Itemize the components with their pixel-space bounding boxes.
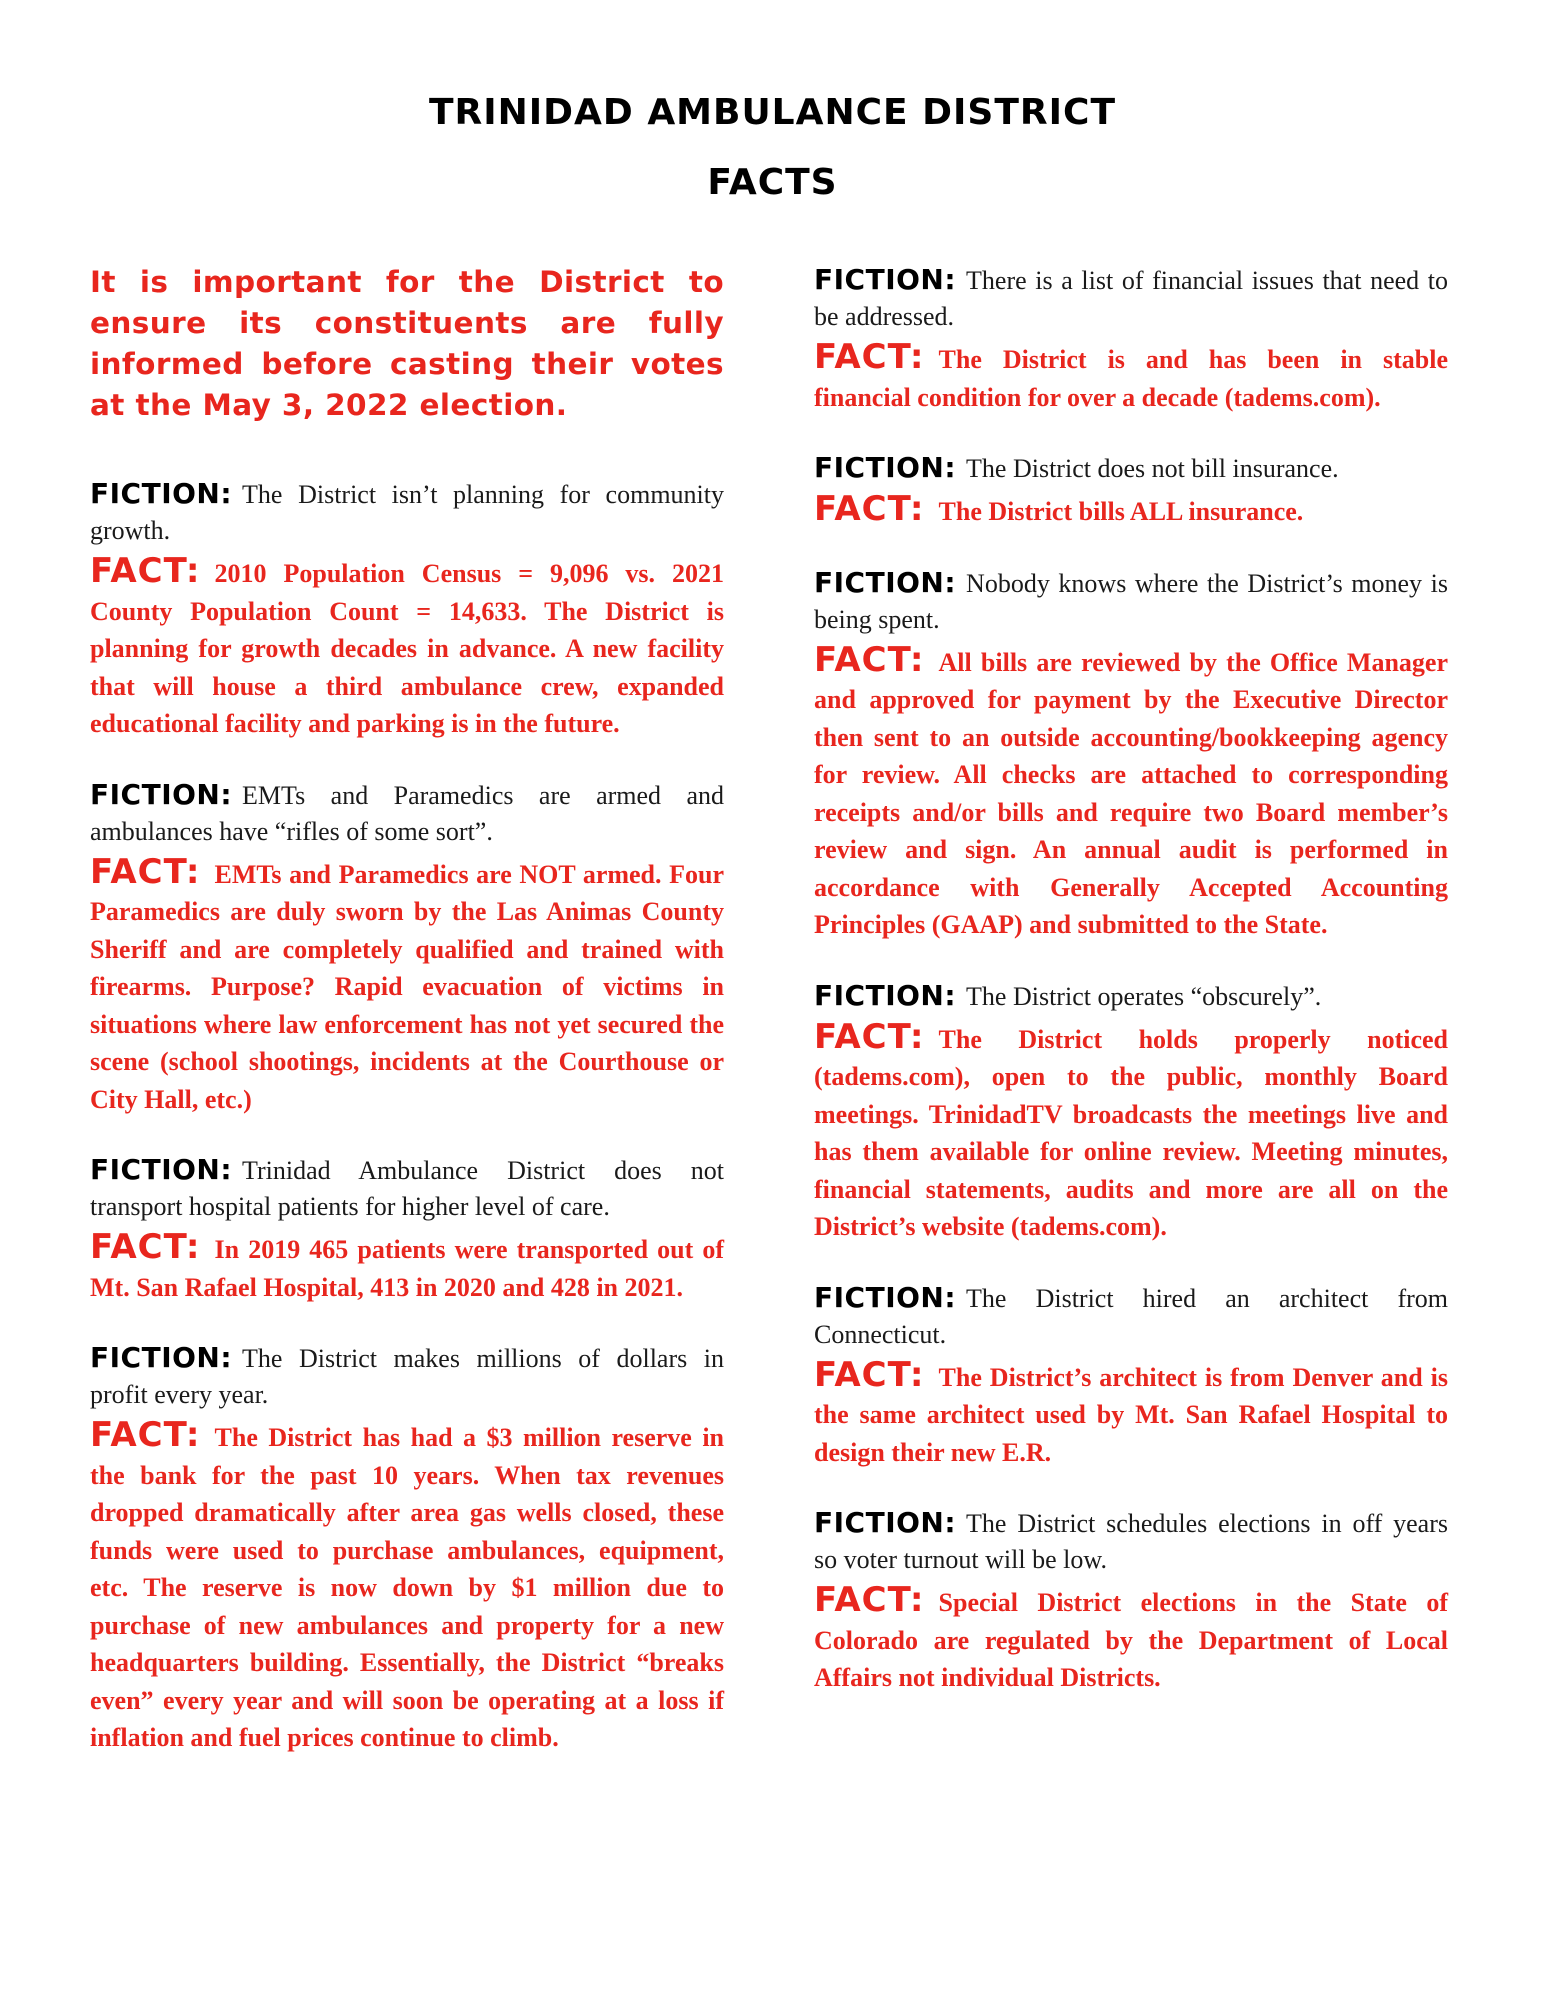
fact-text: The District is and has been in stable financial condition for over a decade (tadems.com). — [814, 345, 1448, 412]
fiction-label: FICTION: — [814, 263, 957, 296]
fact-statement — [814, 491, 1448, 531]
fact-text: Special District elections in the State of Colorado are regulated by the Department of Local Affairs not individual Districts. — [814, 1588, 1448, 1692]
left-column — [90, 262, 724, 1791]
fact-statement — [90, 851, 724, 1119]
fact-label: FACT: — [90, 551, 201, 591]
fact-pair — [814, 565, 1448, 944]
fact-pair — [90, 777, 724, 1119]
fiction-label: FICTION: — [814, 451, 957, 484]
fiction-text: The District isn’t planning for community growth. — [90, 480, 724, 545]
fiction-text: The District schedules elections in off years so voter turnout will be low. — [814, 1509, 1448, 1574]
fact-statement — [814, 1582, 1448, 1697]
fiction-statement — [814, 565, 1448, 638]
fiction-text: The District operates “obscurely”. — [966, 981, 1322, 1011]
fact-pair — [814, 450, 1448, 531]
fiction-text: Nobody knows where the District’s money is being spent. — [814, 568, 1448, 634]
fact-statement — [90, 1417, 724, 1757]
fact-pair — [814, 978, 1448, 1246]
fact-pair — [814, 1280, 1448, 1472]
fact-text: The District’s architect is from Denver and is the same architect used by Mt. San Rafael Hospital to design their new E.R. — [814, 1362, 1448, 1467]
fact-label: FACT: — [814, 639, 925, 680]
fact-label: FACT: — [814, 337, 925, 377]
fiction-text: The District does not bill insurance. — [966, 454, 1339, 483]
fact-label: FACT: — [814, 1580, 925, 1620]
fact-statement — [814, 1354, 1448, 1472]
fact-text: All bills are reviewed by the Office Manager and approved for payment by the Executive Director then sent to an outside accounting/bookkeeping agency for review. All checks are attached to corresponding receipts and/or bills and require two Board member’s review and sign. An annual audit is performed in accordance with Generally Accepted Accounting Principles (GAAP) and submitted to the State. — [814, 647, 1448, 939]
fiction-statement — [90, 1340, 724, 1413]
fiction-text: EMTs and Paramedics are armed and ambulances have “rifles of some sort”. — [90, 780, 724, 846]
fact-text: EMTs and Paramedics are NOT armed. Four Paramedics are duly sworn by the Las Animas County Sheriff and are completely qualified and trained with firearms. Purpose? Rapid evacuation of victims in situations where law enforcement has not yet secured the scene (school shootings, incidents at the Courthouse or City Hall, etc.) — [90, 859, 724, 1114]
intro-statement: It is important for the District to ensure its constituents are fully informed before casting their votes at the May 3, 2022 election. — [90, 265, 724, 422]
fiction-label: FICTION: — [814, 978, 957, 1012]
fiction-statement — [90, 1152, 724, 1225]
fiction-label: FICTION: — [814, 565, 957, 599]
fiction-statement — [814, 262, 1448, 335]
fiction-label: FICTION: — [90, 777, 233, 811]
fact-label: FACT: — [90, 1227, 201, 1267]
fiction-label: FICTION: — [90, 477, 233, 510]
fact-text: In 2019 465 patients were transported out of Mt. San Rafael Hospital, 413 in 2020 and 428 in 2021. — [90, 1235, 724, 1302]
fact-statement — [814, 639, 1448, 944]
fact-text: The District holds properly noticed (tadems.com), open to the public, monthly Board meetings. TrinidadTV broadcasts the meetings live and has them available for online review. Meeting minutes, financial statements, audits and more are all on the District’s website (tadems.com). — [814, 1024, 1448, 1241]
fact-pair — [814, 262, 1448, 416]
fact-statement — [814, 339, 1448, 416]
fact-statement — [814, 1016, 1448, 1246]
fact-label: FACT: — [814, 1354, 925, 1395]
fact-text: The District has had a $3 million reserve in the bank for the past 10 years. When tax revenues dropped dramatically after area gas wells closed, these funds were used to purchase ambulances, equipment, etc. The reserve is now down by $1 million due to purchase of new ambulances and property for a new headquarters building. Essentially, the District “breaks even” every year and will soon be operating at a loss if inflation and fuel prices continue to climb. — [90, 1423, 724, 1752]
fact-statement — [90, 1229, 724, 1306]
fiction-text: The District hired an architect from Connecticut. — [814, 1283, 1448, 1349]
fact-pair — [90, 476, 724, 743]
fact-pair — [90, 1340, 724, 1757]
fiction-label: FICTION: — [814, 1506, 957, 1539]
fiction-label: FICTION: — [814, 1280, 957, 1314]
fact-statement — [90, 553, 724, 743]
right-column — [814, 262, 1448, 1731]
fact-pair — [814, 1505, 1448, 1697]
fiction-statement — [814, 1505, 1448, 1578]
fact-label: FACT: — [90, 1415, 201, 1455]
page-subtitle: FACTS — [707, 162, 838, 203]
fiction-statement — [814, 1280, 1448, 1353]
fiction-text: There is a list of financial issues that need to be addressed. — [814, 266, 1448, 331]
fact-text: The District bills ALL insurance. — [938, 497, 1304, 526]
fiction-text: Trinidad Ambulance District does not transport hospital patients for higher level of care. — [90, 1156, 724, 1221]
fact-text: 2010 Population Census = 9,096 vs. 2021 County Population Count = 14,633. The District is planning for growth decades in advance. A new facility that will house a third ambulance crew, expanded educational facility and parking is in the future. — [90, 559, 724, 738]
page-title: TRINIDAD AMBULANCE DISTRICT — [428, 92, 1117, 133]
fiction-label: FICTION: — [90, 1341, 233, 1374]
fiction-statement — [90, 476, 724, 549]
fiction-text: The District makes millions of dollars in profit every year. — [90, 1344, 724, 1409]
fiction-label: FICTION: — [90, 1153, 233, 1186]
fact-label: FACT: — [90, 851, 201, 892]
fiction-statement — [90, 777, 724, 850]
fact-label: FACT: — [814, 1016, 925, 1057]
fiction-statement — [814, 978, 1448, 1015]
fiction-statement — [814, 450, 1448, 487]
fact-pair — [90, 1152, 724, 1306]
fact-label: FACT: — [814, 489, 925, 529]
